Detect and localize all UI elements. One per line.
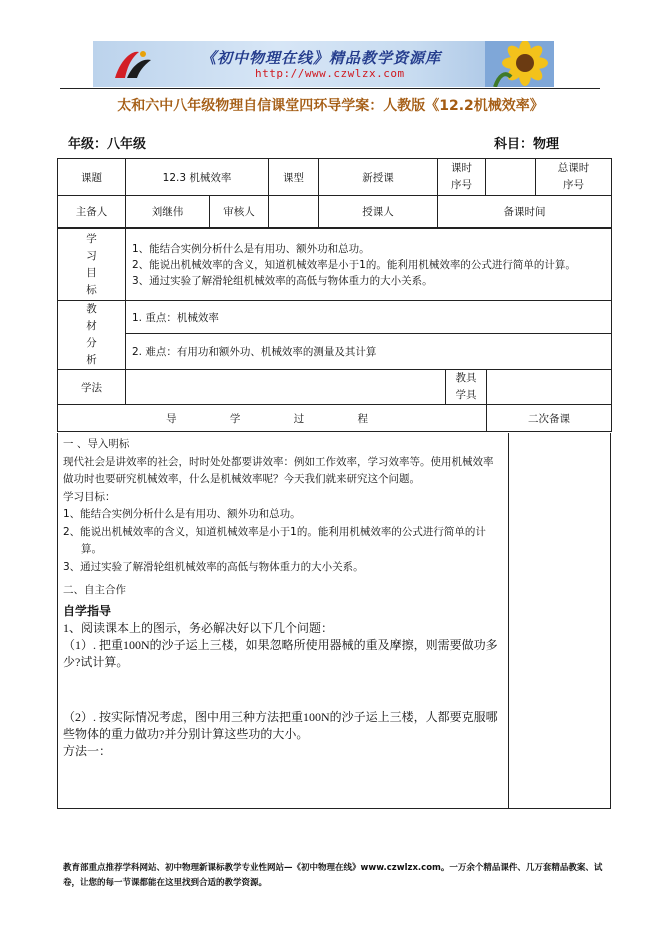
prep-time-label: 备课时间 — [438, 196, 612, 228]
sunflower-icon — [485, 41, 554, 87]
total-label-line2: 序号 — [563, 179, 584, 191]
preparer-value: 刘继伟 — [126, 196, 210, 228]
banner-url[interactable]: http://www.czwlzx.com — [255, 67, 405, 80]
intro-heading: 一 、导入明标 — [63, 438, 130, 450]
period-label-line2: 序号 — [451, 179, 472, 191]
objective-item: 1、能结合实例分析什么是有用功、额外功和总功。 — [132, 242, 370, 255]
period-label-line1: 课时 — [451, 162, 472, 174]
tools-label — [446, 370, 487, 405]
second-prep-header: 二次备课 — [487, 405, 612, 432]
goal-item: 3、通过实验了解滑轮组机械效率的高低与物体重力的大小关系。 — [63, 560, 364, 573]
key-point: 1. 重点：机械效率 — [126, 301, 612, 334]
banner-divider — [60, 88, 600, 89]
guide-title: 自学指导 — [63, 603, 112, 618]
total-label-line1: 总课时 — [557, 162, 590, 174]
goal-item: 1、能结合实例分析什么是有用功、额外功和总功。 — [63, 508, 301, 520]
period-number-value[interactable] — [486, 159, 536, 196]
tools-label-line2: 学具 — [455, 389, 477, 401]
objectives-label-char: 目 — [86, 266, 97, 279]
process-content — [63, 436, 503, 760]
topic-label: 课题 — [58, 159, 126, 196]
materials-label — [58, 301, 126, 370]
method-1-label: 方法一： — [63, 744, 112, 758]
teacher-label: 授课人 — [319, 196, 438, 228]
period-number-label — [438, 159, 486, 196]
method-label: 学法 — [58, 370, 126, 405]
objectives-label-char: 习 — [86, 249, 97, 262]
process-header-char: 导 — [166, 412, 177, 425]
topic-value: 12.3 机械效率 — [126, 159, 269, 196]
materials-label-char: 析 — [86, 354, 97, 366]
materials-label-char: 分 — [86, 337, 97, 349]
objectives-content — [126, 229, 612, 301]
subject-label: 科目：物理 — [494, 137, 560, 152]
tools-value[interactable] — [487, 370, 612, 405]
objective-item: 2、能说出机械效率的含义，知道机械效率是小于1的。能利用机械效率的公式进行简单的计算。 — [132, 258, 576, 271]
lesson-type-value: 新授课 — [319, 159, 438, 196]
tools-label-line1: 教具 — [455, 372, 477, 384]
preparer-label: 主备人 — [58, 196, 126, 228]
grade-label: 年级：八年级 — [68, 137, 147, 152]
lesson-info-table — [57, 158, 612, 228]
objectives-label-char: 学 — [86, 232, 97, 245]
lesson-type-label: 课型 — [269, 159, 319, 196]
question-1: （1）. 把重100N的沙子运上三楼，如果忽略所使用器械的重及摩擦，则需要做功多少?试计算。 — [63, 638, 498, 669]
materials-label-char: 材 — [86, 320, 97, 332]
banner-title: 《初中物理在线》精品教学资源库 — [201, 49, 442, 67]
document-title: 太和六中八年级物理自信课堂四环导学案：人教版《12.2机械效率》 — [117, 98, 544, 114]
intro-text: 现代社会是讲效率的社会，时时处处都要讲效率：例如工作效率，学习效率等。使用机械效率做功时也要研究机械效率，什么是机械效率呢？今天我们就来研究这个问题。 — [63, 455, 494, 485]
objectives-label-char: 标 — [86, 283, 97, 296]
process-header — [58, 405, 487, 432]
materials-label-char: 教 — [86, 303, 97, 315]
total-period-label — [536, 159, 612, 196]
second-prep-column-divider — [508, 433, 509, 809]
objective-item: 3、通过实验了解滑轮组机械效率的高低与物体重力的大小关系。 — [132, 274, 433, 287]
difficulty-point: 2. 难点：有用功和额外功、机械效率的测量及其计算 — [126, 334, 612, 370]
process-header-char: 学 — [229, 412, 241, 425]
goals-heading: 学习目标： — [63, 490, 116, 503]
goal-item: 2、能说出机械效率的含义，知道机械效率是小于1的。能利用机械效率的公式进行简单的计算。 — [63, 525, 486, 555]
guide-intro: 1、阅读课本上的图示，务必解决好以下几个问题： — [63, 621, 334, 635]
question-2: （2）. 按实际情况考虑，图中用三种方法把重100N的沙子运上三楼，人都要克服哪些物体的重力做功?并分别计算这些功的大小。 — [63, 710, 498, 741]
site-logo-icon — [113, 48, 153, 82]
objectives-label — [58, 229, 126, 301]
process-header-char: 程 — [357, 412, 368, 425]
header-banner — [93, 41, 554, 87]
reviewer-label: 审核人 — [210, 196, 269, 228]
process-header-char: 过 — [293, 412, 305, 425]
cooperate-heading: 二、自主合作 — [63, 584, 126, 596]
page-footer: 教育部重点推荐学科网站、初中物理新课标教学专业性网站—《初中物理在线》www.czwlzx.com。一万余个精品课件、几万套精品教案、试卷，让您的每一节课都能在这里找到合适的教学资源。 — [63, 863, 603, 888]
lesson-plan-table — [57, 228, 612, 432]
method-value[interactable] — [126, 370, 446, 405]
reviewer-value[interactable] — [269, 196, 319, 228]
